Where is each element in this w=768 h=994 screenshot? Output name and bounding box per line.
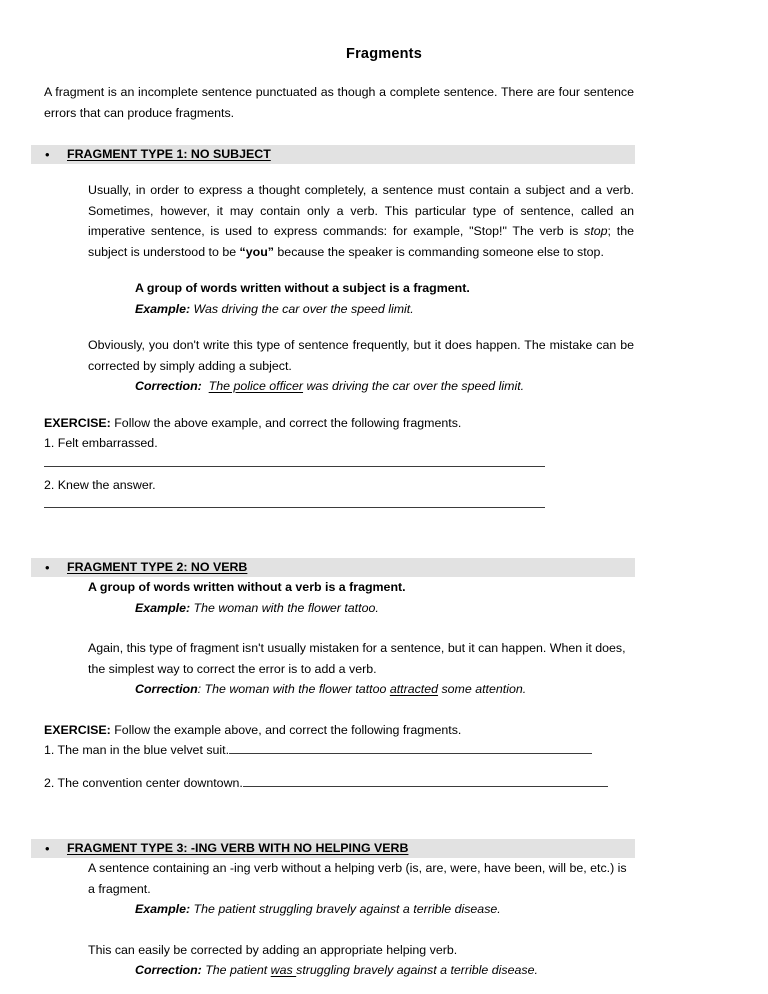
section1-paragraph-part2: ; the subject is understood to be: [88, 224, 634, 259]
section-heading-label-1: FRAGMENT TYPE 1: NO SUBJECT: [67, 147, 271, 161]
section2-item-1-number: 1.: [44, 743, 55, 757]
bullet-icon: •: [45, 841, 50, 856]
section2-example: [44, 598, 634, 619]
section2-exercise-item-2: [44, 773, 634, 794]
section2-item-2-text: The convention center downtown.: [54, 775, 243, 790]
section2-exercise-heading: [44, 720, 634, 741]
section2-answer-line-2[interactable]: [243, 775, 608, 787]
section2-correction-verb: attracted: [389, 682, 439, 696]
section3-correction-rest: struggling bravely against a terrible disease.: [296, 963, 538, 977]
section3-example: [44, 899, 634, 920]
document-body: [0, 82, 768, 981]
section2-correction-rest: some attention.: [438, 682, 527, 696]
section2-example-label: Example:: [135, 600, 191, 615]
section-heading-label-3: FRAGMENT TYPE 3: -ING VERB WITH NO HELPING VERB: [67, 841, 409, 855]
section3-correction-pre: The patient: [201, 963, 271, 977]
section1-item-2-text: Knew the answer.: [54, 477, 156, 492]
section2-exercise-instruction: Follow the example above, and correct the following fragments.: [110, 722, 462, 737]
section1-paragraph-part1: Usually, in order to express a thought completely, a sentence must contain a subject and a verb. Sometimes, however, it may contain only a verb. This particular type of sentence, called an imperative sentence, is used to express commands: for example, "Stop!" The verb is: [88, 183, 634, 238]
section1-rule-statement: A group of words written without a subject is a fragment.: [135, 281, 470, 295]
section1-italic-stop: stop: [584, 224, 608, 238]
section1-bold-you: “you”: [239, 244, 274, 259]
section2-correction-pre: : The woman with the flower tattoo: [197, 682, 390, 696]
section2-item-1-text: The man in the blue velvet suit.: [54, 743, 230, 757]
section-heading-type-1: [31, 145, 635, 164]
section2-correction: [44, 679, 634, 700]
section1-correction-label: Correction:: [135, 379, 202, 393]
section1-correction-subject: The police officer: [208, 379, 304, 393]
bullet-icon: •: [45, 560, 50, 575]
section2-rule-statement: A group of words written without a verb is a fragment.: [88, 580, 406, 594]
section1-exercise-heading: [44, 413, 634, 434]
section3-correction-label: Correction:: [135, 963, 202, 977]
section1-example-text: Was driving the car over the speed limit.: [190, 301, 414, 316]
section3-correction: [44, 960, 634, 981]
section1-exercise-item-1: [44, 433, 634, 454]
section3-paragraph: A sentence containing an -ing verb without a helping verb (is, are, were, have been, will be, etc.) is a fragment.: [88, 861, 627, 896]
section1-exercise-instruction: Follow the above example, and correct the following fragments.: [110, 415, 462, 430]
section2-explanation: Again, this type of fragment isn't usually mistaken for a sentence, but it can happen. When it does, the simplest way to correct the error is to add a verb.: [88, 641, 626, 676]
section2-exercise-label: EXERCISE:: [44, 722, 111, 737]
section1-item-2-number: 2.: [44, 477, 55, 492]
section3-explanation: This can easily be corrected by adding an appropriate helping verb.: [88, 942, 458, 957]
section1-correction-rest: was driving the car over the speed limit.: [303, 379, 525, 393]
section1-explanation: Obviously, you don't write this type of sentence frequently, but it does happen. The mistake can be corrected by simply adding a subject.: [88, 338, 634, 373]
section3-example-label: Example:: [135, 902, 191, 916]
section1-paragraph: [44, 180, 634, 262]
section-heading-type-2: [31, 558, 635, 577]
section1-item-1-text: Felt embarrassed.: [54, 436, 158, 450]
section1-item-1-number: 1.: [44, 436, 55, 450]
section2-answer-line-1[interactable]: [229, 742, 592, 754]
section2-exercise-item-1: [44, 740, 634, 761]
section3-example-text: The patient struggling bravely against a terrible disease.: [190, 902, 501, 916]
section-heading-type-3: [31, 839, 635, 858]
section1-exercise-label: EXERCISE:: [44, 415, 111, 430]
section2-item-2-number: 2.: [44, 775, 55, 790]
section1-example-label: Example:: [135, 301, 191, 316]
section2-correction-label: Correction: [135, 682, 198, 696]
page-title: Fragments: [346, 46, 422, 62]
section1-exercise-item-2: [44, 475, 634, 496]
intro-paragraph: A fragment is an incomplete sentence punctuated as though a complete sentence. There are four sentence errors that can produce fragments.: [44, 85, 634, 120]
section1-example: [44, 299, 634, 320]
section-heading-label-2: FRAGMENT TYPE 2: NO VERB: [67, 560, 248, 574]
section1-correction: [44, 376, 634, 397]
section1-paragraph-part3: because the speaker is commanding someone else to stop.: [273, 244, 604, 259]
bullet-icon: •: [45, 147, 50, 162]
section3-correction-verb: was: [270, 963, 297, 977]
section2-example-text: The woman with the flower tattoo.: [190, 600, 379, 615]
